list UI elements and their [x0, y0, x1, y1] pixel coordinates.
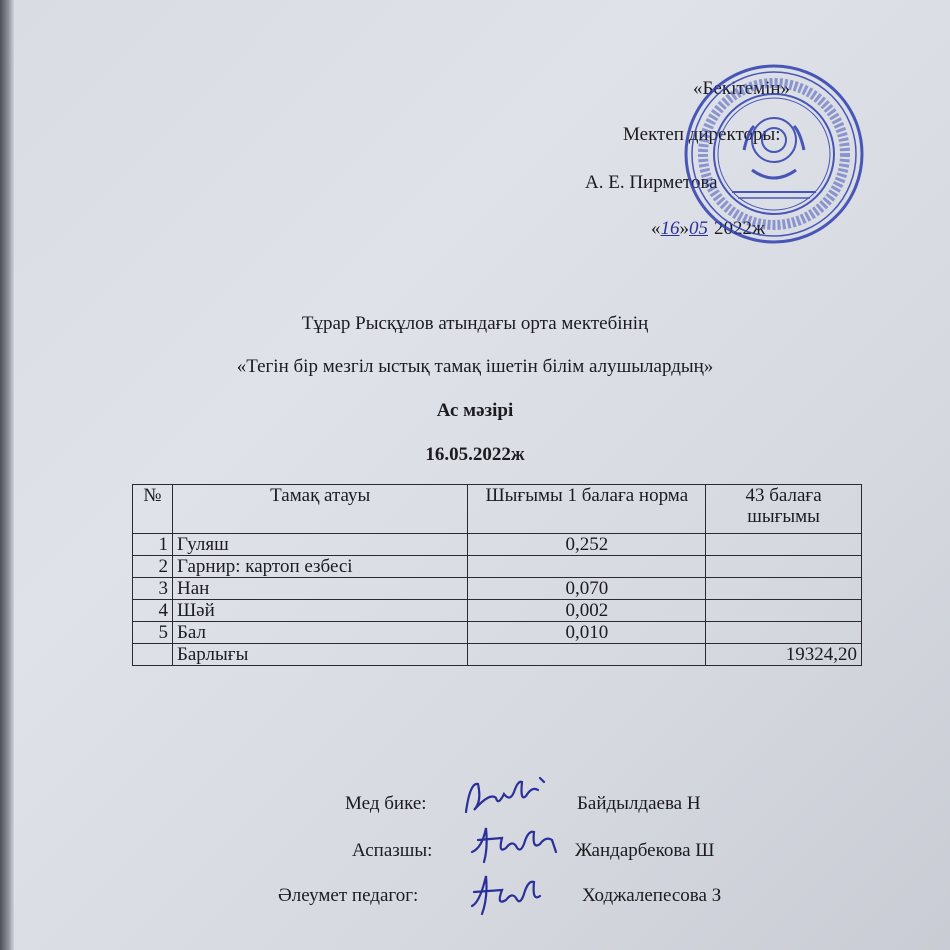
- signature-scribble-cook: [468, 818, 560, 868]
- row-number: 4: [133, 600, 173, 622]
- menu-date: 16.05.2022ж: [425, 444, 525, 465]
- header-norm-per-child: Шығымы 1 балаға норма: [468, 485, 706, 534]
- page-edge-shadow: [0, 0, 14, 950]
- row-number: 3: [133, 578, 173, 600]
- row-norm: 0,010: [468, 622, 706, 644]
- approval-heading: «Бекітемін»: [693, 78, 791, 99]
- approval-position: Мектеп директоры:: [623, 124, 781, 145]
- total-row-number: [133, 644, 173, 666]
- signature-role-cook: Аспазшы:: [352, 840, 433, 861]
- row-number: 5: [133, 622, 173, 644]
- row-total: [706, 600, 862, 622]
- total-row-value: 19324,20: [706, 644, 862, 666]
- approval-date-close: »: [679, 218, 689, 239]
- total-row-label: Барлығы: [172, 644, 468, 666]
- row-total: [706, 622, 862, 644]
- header-number: №: [133, 485, 173, 534]
- signature-role-nurse: Мед бике:: [345, 793, 427, 814]
- row-total: [706, 534, 862, 556]
- menu-table: [132, 484, 862, 666]
- approval-date-day: 16: [660, 218, 680, 239]
- row-total: [706, 556, 862, 578]
- header-total-43: 43 балаға шығымы: [706, 485, 862, 534]
- row-dish: Гуляш: [172, 534, 468, 556]
- row-norm: 0,002: [468, 600, 706, 622]
- row-norm: 0,252: [468, 534, 706, 556]
- table-row: [133, 556, 862, 578]
- table-header-row: [133, 485, 862, 534]
- approval-date-open: «: [651, 218, 661, 239]
- approval-director-name: А. Е. Пирметова: [585, 172, 718, 193]
- signature-name-social-pedagogue: Ходжалепесова З: [582, 885, 722, 906]
- approval-date-month: 05: [689, 218, 708, 239]
- official-stamp-seal: [679, 62, 866, 246]
- signature-scribble-social-pedagogue: [466, 862, 552, 920]
- row-number: 1: [133, 534, 173, 556]
- row-dish: Гарнир: картоп езбесі: [172, 556, 468, 578]
- approval-date-year: 2022ж: [714, 218, 766, 239]
- row-number: 2: [133, 556, 173, 578]
- signature-name-cook: Жандарбекова Ш: [575, 840, 715, 861]
- header-dish-name: Тамақ атауы: [172, 485, 468, 534]
- row-norm: 0,070: [468, 578, 706, 600]
- row-dish: Шәй: [172, 600, 468, 622]
- table-row: [133, 578, 862, 600]
- row-dish: Бал: [172, 622, 468, 644]
- signature-role-social-pedagogue: Әлеумет педагог:: [278, 885, 419, 906]
- signature-name-nurse: Байдылдаева Н: [577, 793, 701, 814]
- signature-scribble-nurse: [460, 772, 552, 822]
- row-total: [706, 578, 862, 600]
- table-total-row: [133, 644, 862, 666]
- school-title: Тұрар Рысқұлов атындағы орта мектебінің: [301, 313, 649, 334]
- row-norm: [468, 556, 706, 578]
- menu-heading: Ас мәзірі: [436, 400, 514, 421]
- menu-subtitle: «Тегін бір мезгіл ыстық тамақ ішетін білім алушылардың»: [236, 356, 714, 377]
- table-row: [133, 534, 862, 556]
- table-row: [133, 600, 862, 622]
- table-row: [133, 622, 862, 644]
- row-dish: Нан: [172, 578, 468, 600]
- total-row-norm: [468, 644, 706, 666]
